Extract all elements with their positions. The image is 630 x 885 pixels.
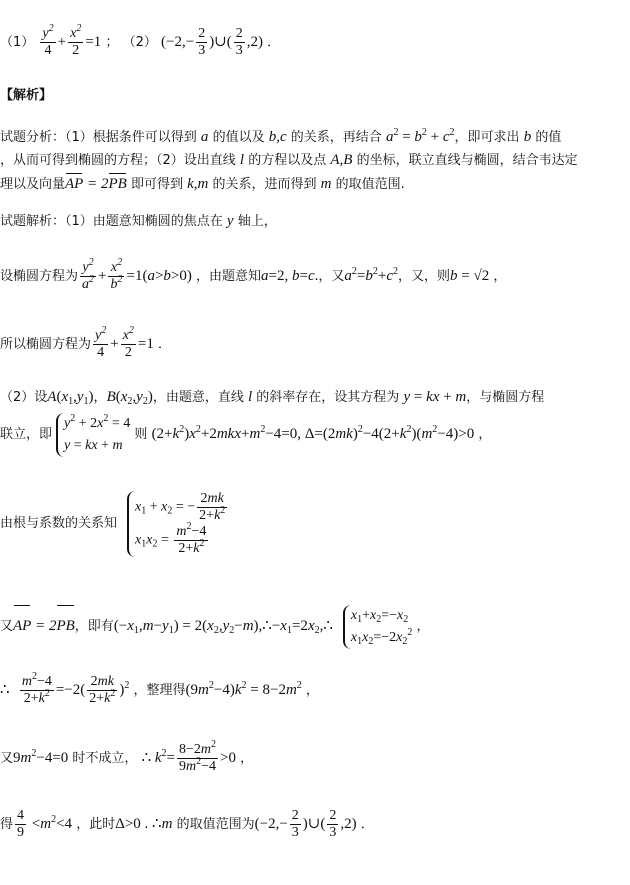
- fraction: $\frac{8-2m^2}{9m^2-4}$: [179, 739, 217, 774]
- math: $a^2 = b^2 + c^2$: [385, 127, 455, 145]
- text: 试题分析：（1）根据条件可以得到: [0, 130, 197, 145]
- text: ，又: [318, 269, 345, 284]
- text: 的取值范围.: [335, 177, 405, 192]
- math: a: [200, 129, 209, 145]
- vector-equation: AP = 2PB: [65, 176, 127, 192]
- text: 的斜率存在，设其方程为: [256, 390, 400, 405]
- text: ，又，则: [398, 269, 451, 284]
- text: 的方程以及点: [248, 153, 327, 168]
- text: 又: [0, 751, 14, 766]
- semicolon: ；: [105, 35, 119, 50]
- period: ．: [267, 35, 281, 50]
- text: ，由题意，直线: [152, 390, 244, 405]
- text: 又: [0, 619, 14, 634]
- fraction: $\frac{2}{3}$: [198, 26, 206, 58]
- solution-line-5: 联立，即 $y^2 + 2x^2 = 4$ y = kx + m 则 $(2+k^2)x^2+2mkx+m^2-4=0$, $\Delta=(2mk)^2-4(2+k^2)(m^2-4)>0$ ，: [0, 410, 491, 459]
- text: ，: [93, 390, 107, 405]
- fraction: $\frac{y^2}{a^2}$: [82, 257, 95, 292]
- text: 则: [134, 427, 148, 442]
- math: k,m: [187, 176, 209, 192]
- fraction: $\frac{x^2}{b^2}$: [110, 257, 123, 292]
- text: 得: [0, 817, 14, 832]
- text: ，由题意知: [196, 269, 262, 284]
- equation-system: $x_1+x_2=-x_2$ $x_1x_2=-2x_2^2$: [343, 605, 412, 649]
- solution-line-3: 所以椭圆方程为 $\frac{y^2}{4}$ + $\frac{x^2}{2}$ =1 ．: [0, 325, 172, 360]
- range-text: (−2,−: [161, 34, 195, 50]
- analysis-line-2: [0, 150, 578, 171]
- text: 的关系，进而得到: [212, 177, 317, 192]
- text: 的取值范围为: [176, 817, 255, 832]
- solution-line-6: [0, 484, 229, 564]
- vieta-system: $x_1 + x_2$ = − $\frac{2mk}{2+k^2}$ $x_1x_2$ = $\frac{m^2-4}{2+k^2}$: [127, 491, 229, 557]
- fraction: $\frac{4}{9}$: [17, 808, 25, 840]
- answer-part1-label: （1）: [0, 35, 35, 50]
- math: m: [320, 176, 332, 192]
- range-text: ,2): [246, 34, 263, 50]
- answer-part2-label: （2）: [122, 35, 157, 50]
- text: 的关系，再结合: [290, 130, 382, 145]
- text: 设椭圆方程为: [0, 269, 79, 284]
- text: 时不成立，: [72, 751, 138, 766]
- analysis-line-1: [0, 127, 561, 148]
- math: l: [239, 152, 245, 168]
- text: ，即有: [74, 619, 114, 634]
- text: ，即可求出: [454, 130, 520, 145]
- text: 轴上，: [237, 214, 277, 229]
- math: b: [523, 129, 532, 145]
- range-text: )∪(: [209, 34, 232, 50]
- answer-line: （1） $\frac{y^2}{4}$ + $\frac{x^2}{2}$ =1 ； （2） (−2,− $\frac{2}{3}$ )∪( $\frac{2}{3}$ ,2) ．: [0, 23, 281, 58]
- text: ，从而可得到椭圆的方程；（2）设出直线: [0, 153, 236, 168]
- solution-line-9: 又$9m^2-4=0$ 时不成立， ∴ $k^2=$ $\frac{8-2m^2}{9m^2-4}$ >0 ，: [0, 739, 254, 774]
- solution-line-10: 得 $\frac{4}{9}$ $<m^2<4$ ，此时Δ>0 . ∴m 的取值范围为(−2,− $\frac{2}{3}$ )∪( $\frac{2}{3}$ ,2) ．: [0, 808, 374, 840]
- section-header: 【解析】: [0, 88, 53, 103]
- text: 的坐标，联立直线与椭圆，结合韦达定: [356, 153, 578, 168]
- text: 理以及向量: [0, 177, 66, 192]
- fraction: $\frac{x^2}{2}$: [122, 325, 134, 360]
- math: A,B: [330, 152, 353, 168]
- fraction: $\frac{2}{3}$: [235, 26, 243, 58]
- text: 联立，即: [0, 427, 53, 442]
- text: ，整理得: [133, 683, 186, 698]
- text: 的值以及: [212, 130, 265, 145]
- math: y: [226, 213, 234, 229]
- text: 即可得到: [130, 177, 183, 192]
- text: 的值: [535, 130, 562, 145]
- solution-line-7: 又AP = 2PB，即有$(-x_1,m-y_1)$ = $2(x_2,y_2-m),\therefore-x_1=2x_2,\therefore$ $x_1+x_2=-x_2$ $x_1x_2=-2x_2^2$ ，: [0, 604, 430, 649]
- text: 所以椭圆方程为: [0, 337, 92, 352]
- math: b,c: [268, 129, 287, 145]
- text: ，此时: [76, 817, 116, 832]
- equation-system: $y^2 + 2x^2 = 4$ y = kx + m: [56, 413, 130, 457]
- text: ，与椭圆方程: [466, 390, 545, 405]
- fraction: $\frac{2}{3}$: [329, 808, 337, 840]
- text: 由根与系数的关系知: [0, 516, 118, 531]
- solution-line-1: [0, 211, 277, 232]
- fraction: $\frac{x^2}{2}$: [70, 23, 82, 58]
- solution-line-2: 设椭圆方程为 $\frac{y^2}{a^2}$ + $\frac{x^2}{b^2}$ =1(a>b>0) ，由题意知a=2, b=c.，又$a^2=b^2+c^2$，又，则b = √2 ，: [0, 257, 507, 292]
- fraction: $\frac{m^2-4}{2+k^2}$: [21, 671, 52, 706]
- fraction: $\frac{2}{3}$: [291, 808, 299, 840]
- fraction: $\frac{y^2}{4}$: [42, 23, 54, 58]
- analysis-line-3: [0, 172, 405, 195]
- solution-line-8: ∴ $\frac{m^2-4}{2+k^2}$ =−2( $\frac{2mk}{2+k^2}$ )$^2$ ，整理得$(9m^2-4)k^2 = 8-2m^2$ ，: [0, 671, 319, 706]
- solution-line-4: （2）设$A(x_1,y_1)$，$B(x_2,y_2)$，由题意，直线 l 的斜率存在，设其方程为 y = kx + m，与椭圆方程: [0, 389, 545, 407]
- fraction: $\frac{2mk}{2+k^2}$: [89, 674, 116, 706]
- text: （2）设: [0, 390, 48, 405]
- fraction: $\frac{y^2}{4}$: [95, 325, 107, 360]
- text: 试题解析：（1）由题意知椭圆的焦点在: [0, 214, 223, 229]
